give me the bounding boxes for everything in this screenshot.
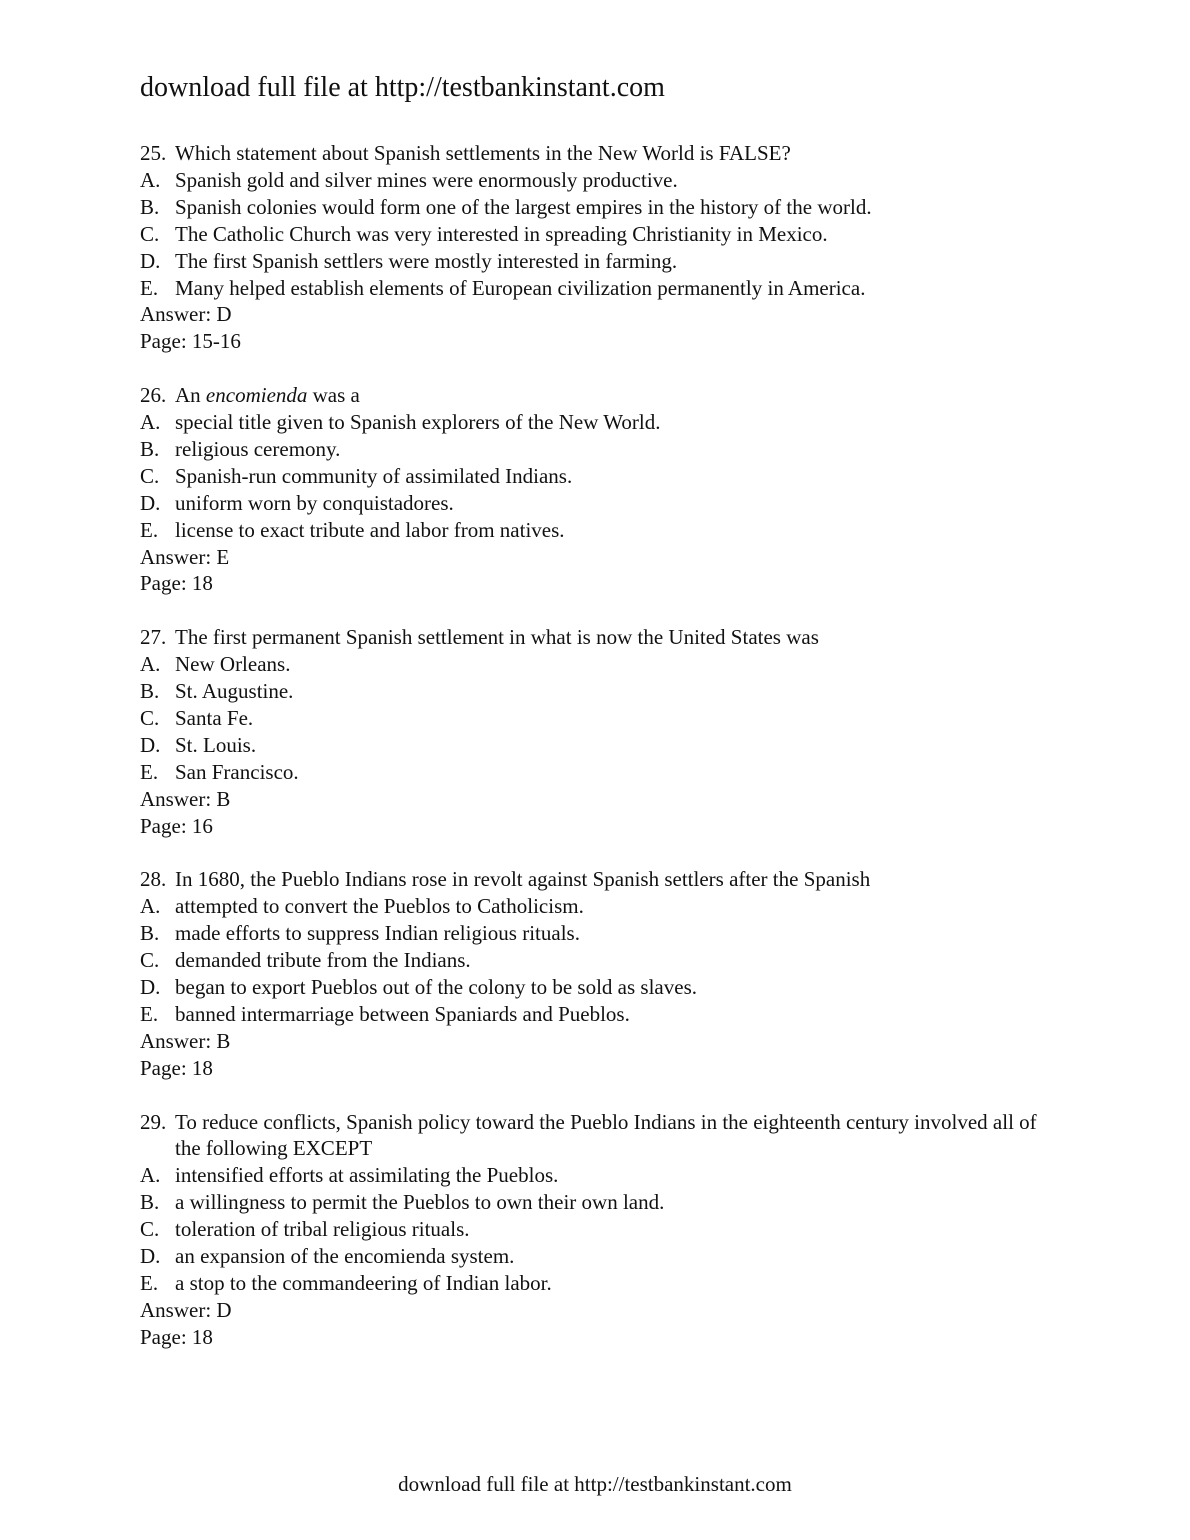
page-reference: Page: 18 xyxy=(140,1055,213,1080)
answer-option xyxy=(140,490,1040,517)
question-text-italic: encomienda xyxy=(205,383,308,408)
answer-option xyxy=(140,974,1040,1001)
question-text xyxy=(175,382,1040,409)
option-text: Santa Fe. xyxy=(175,706,254,730)
page-header: download full file at http://testbankinstant.com xyxy=(140,72,665,103)
option-label: A. xyxy=(140,652,161,677)
option-text: license to exact tribute and labor from natives. xyxy=(175,517,565,542)
question-text-prefix: An xyxy=(175,383,206,408)
answer-option xyxy=(140,678,1040,705)
answer-line: Answer: D xyxy=(140,1297,232,1322)
option-label: D. xyxy=(140,1244,161,1269)
question-block xyxy=(140,382,1040,597)
answer-option xyxy=(140,1001,1040,1028)
question-text xyxy=(175,1109,1040,1163)
answer-option xyxy=(140,1243,1040,1270)
answer-option xyxy=(140,248,1040,275)
option-list xyxy=(140,651,1040,786)
answer-option xyxy=(140,759,1040,786)
option-text: St. Louis. xyxy=(175,732,257,757)
question-text-prefix: The first permanent Spanish settlement in what is now the United States was xyxy=(175,625,819,650)
question-stem xyxy=(140,866,1040,893)
answer-option xyxy=(140,947,1040,974)
option-label: B. xyxy=(140,1190,160,1215)
question-stem xyxy=(140,1109,1040,1163)
option-label: A. xyxy=(140,167,161,192)
option-label: B. xyxy=(140,194,160,219)
page-footer: download full file at http://testbankinstant.com xyxy=(398,1472,792,1496)
question-number: 29. xyxy=(140,1109,167,1134)
answer-line: Answer: B xyxy=(140,1028,231,1053)
option-label: D. xyxy=(140,248,161,273)
option-label: B. xyxy=(140,436,160,461)
option-label: E. xyxy=(140,275,159,300)
option-label: D. xyxy=(140,732,161,757)
answer-option xyxy=(140,732,1040,759)
option-label: C. xyxy=(140,706,160,730)
question-text-suffix: was a xyxy=(307,383,360,408)
option-text: demanded tribute from the Indians. xyxy=(175,948,471,973)
answer-option xyxy=(140,1162,1040,1189)
question-number: 25. xyxy=(140,141,167,165)
option-text: San Francisco. xyxy=(175,759,299,784)
answer-option xyxy=(140,651,1040,678)
option-text: St. Augustine. xyxy=(175,679,294,704)
option-text: toleration of tribal religious rituals. xyxy=(175,1217,470,1242)
option-label: E. xyxy=(140,517,159,542)
answer-option xyxy=(140,463,1040,490)
question-block xyxy=(140,624,1040,839)
option-text: made efforts to suppress Indian religious rituals. xyxy=(175,921,580,946)
option-text: an expansion of the encomienda system. xyxy=(175,1244,515,1269)
option-label: B. xyxy=(140,921,160,946)
question-stem xyxy=(140,382,1040,409)
option-label: E. xyxy=(140,1001,159,1026)
question-list xyxy=(140,140,1040,1378)
question-number: 28. xyxy=(140,867,167,892)
option-label: C. xyxy=(140,948,160,973)
option-text: Spanish-run community of assimilated Indians. xyxy=(175,463,573,488)
option-label: E. xyxy=(140,759,159,784)
question-text-prefix: In 1680, the Pueblo Indians rose in revolt against Spanish settlers after the Spanish xyxy=(175,867,871,892)
answer-option xyxy=(140,275,1040,302)
page-reference: Page: 16 xyxy=(140,813,213,838)
answer-line: Answer: E xyxy=(140,544,230,569)
question-number: 27. xyxy=(140,625,167,650)
page-reference: Page: 18 xyxy=(140,1324,213,1349)
question-text xyxy=(175,140,1040,167)
option-list xyxy=(140,893,1040,1028)
option-label: A. xyxy=(140,894,161,919)
answer-option xyxy=(140,409,1040,436)
page-reference: Page: 18 xyxy=(140,571,213,596)
option-text: a willingness to permit the Pueblos to own their own land. xyxy=(175,1190,665,1215)
option-list xyxy=(140,1162,1040,1297)
answer-option xyxy=(140,221,1040,248)
option-text: The first Spanish settlers were mostly interested in farming. xyxy=(175,248,678,273)
answer-option xyxy=(140,705,1040,732)
option-label: C. xyxy=(140,1217,160,1242)
question-text-prefix: Which statement about Spanish settlements in the New World is FALSE? xyxy=(175,141,791,165)
answer-option xyxy=(140,1189,1040,1216)
question-stem xyxy=(140,140,1040,167)
option-text: began to export Pueblos out of the colony to be sold as slaves. xyxy=(175,975,697,1000)
option-list xyxy=(140,409,1040,544)
answer-option xyxy=(140,893,1040,920)
answer-option xyxy=(140,517,1040,544)
answer-option xyxy=(140,194,1040,221)
answer-option xyxy=(140,1270,1040,1297)
option-text: intensified efforts at assimilating the Pueblos. xyxy=(175,1163,559,1188)
question-text xyxy=(175,866,1040,893)
option-text: uniform worn by conquistadores. xyxy=(175,490,454,515)
option-text: religious ceremony. xyxy=(175,436,341,461)
option-list xyxy=(140,167,1040,302)
option-label: C. xyxy=(140,463,160,488)
option-label: D. xyxy=(140,490,161,515)
question-block xyxy=(140,866,1040,1081)
question-block xyxy=(140,140,1040,355)
question-number: 26. xyxy=(140,383,167,408)
page-reference: Page: 15-16 xyxy=(140,329,241,354)
option-text: a stop to the commandeering of Indian labor. xyxy=(175,1271,552,1295)
answer-option xyxy=(140,1216,1040,1243)
option-label: E. xyxy=(140,1271,159,1295)
answer-option xyxy=(140,436,1040,463)
answer-option xyxy=(140,920,1040,947)
question-text-prefix: To reduce conflicts, Spanish policy toward the Pueblo Indians in the eighteenth century involved all of the following EXCEPT xyxy=(175,1109,1037,1161)
question-text xyxy=(175,624,1040,651)
question-stem xyxy=(140,624,1040,651)
option-text: Spanish gold and silver mines were enormously productive. xyxy=(175,167,678,192)
option-label: C. xyxy=(140,221,160,246)
option-text: Many helped establish elements of European civilization permanently in America. xyxy=(175,275,866,300)
option-text: banned intermarriage between Spaniards and Pueblos. xyxy=(175,1001,630,1026)
answer-option xyxy=(140,167,1040,194)
option-text: Spanish colonies would form one of the largest empires in the history of the world. xyxy=(175,194,872,219)
option-text: The Catholic Church was very interested in spreading Christianity in Mexico. xyxy=(175,221,828,246)
option-label: A. xyxy=(140,1163,161,1188)
option-text: New Orleans. xyxy=(175,652,291,677)
question-block xyxy=(140,1109,1040,1351)
option-text: special title given to Spanish explorers of the New World. xyxy=(175,410,661,435)
option-label: B. xyxy=(140,679,160,704)
answer-line: Answer: D xyxy=(140,302,232,327)
option-label: A. xyxy=(140,410,161,435)
option-text: attempted to convert the Pueblos to Catholicism. xyxy=(175,894,584,919)
option-label: D. xyxy=(140,975,161,1000)
answer-line: Answer: B xyxy=(140,786,231,811)
